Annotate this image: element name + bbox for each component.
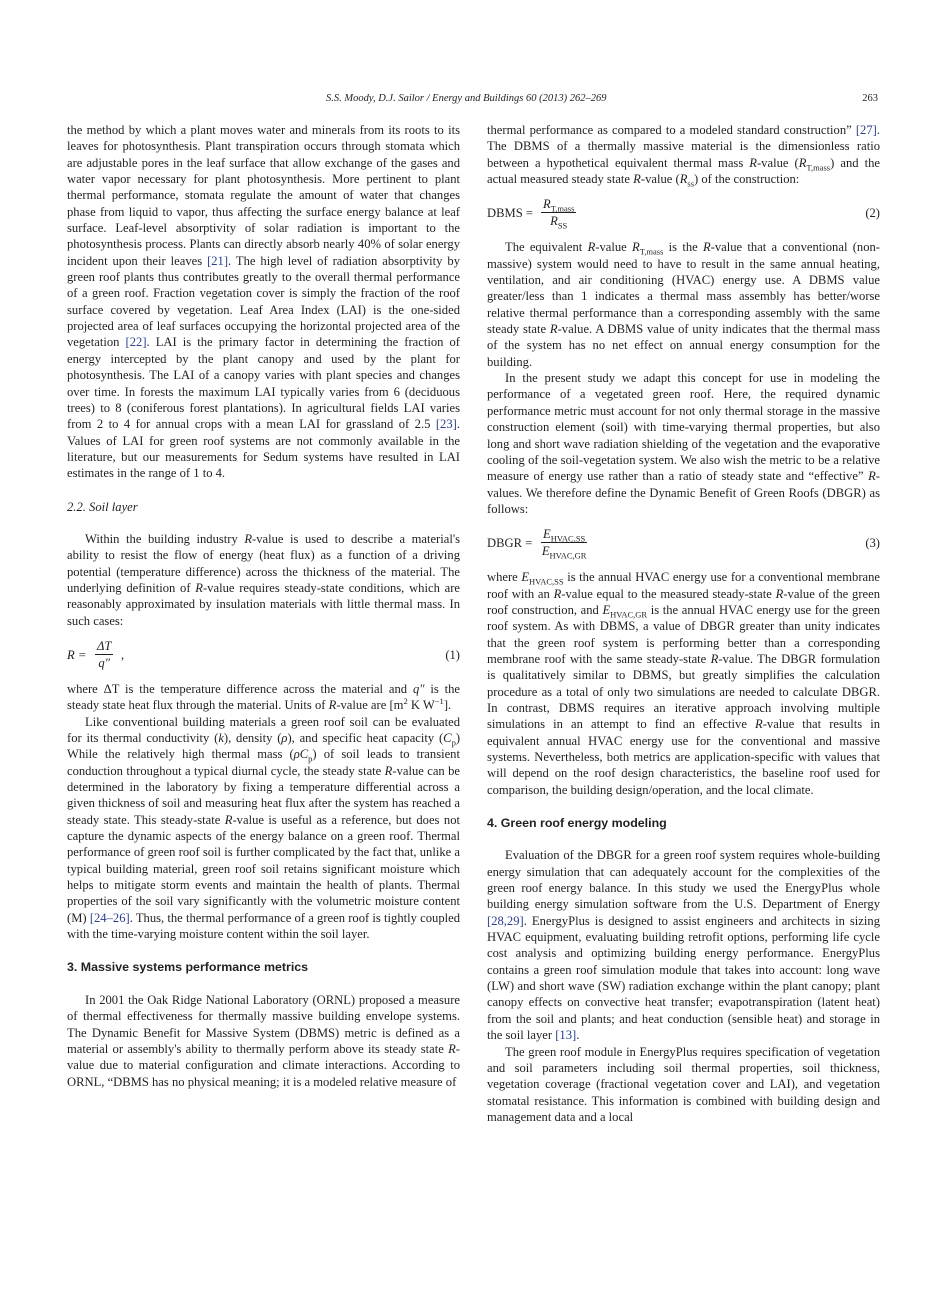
- citation-link[interactable]: [21]: [207, 253, 229, 268]
- italic-symbol: R: [679, 172, 688, 187]
- text-run: -value (: [640, 172, 680, 187]
- text-run: -values. We therefore define the Dynamic Benefit of Green Roofs (DBGR) as follows:: [487, 469, 880, 516]
- citation-link[interactable]: [13]: [555, 1028, 577, 1043]
- eq-lhs: R =: [67, 647, 87, 662]
- subscript: ss: [687, 178, 695, 189]
- italic-symbol: R: [868, 469, 876, 484]
- text-run: the method by which a plant moves water and minerals from its roots to its leaves for photosynthesis. Plant transpiration occurs through stomata which are adjustable pores in the leaf surface that allow exchange of the gases and water vapor necessary for plant photosynthesis. More pertinent to plant thermal performance, stomata regulate the amount of water that changes phase from liquid to vapor, thus affecting the surface energy balance at leaf surface. Leaf-level absorptivity of solar radiation is important to the photosynthesis process. Plants can directly absorb nearly 40% of solar energy incident upon their leaves: [67, 123, 460, 268]
- italic-symbol: ρC: [293, 747, 309, 762]
- eq-numerator: E: [543, 527, 551, 542]
- subscript: p: [451, 737, 456, 748]
- text-run: -value. The DBGR formulation is qualitatively similar to DBMS, but greatly simplifies the calculation procedure as a total of only two simulations are needed to calculate DBGR. In contrast, DBMS requires an iterative approach involving multiple simulations in an attempt to find an effective: [487, 651, 881, 732]
- running-title: S.S. Moody, D.J. Sailor / Energy and Buildings 60 (2013) 262–269: [326, 93, 607, 104]
- text-run: -value that results in equivalent annual HVAC energy use for the conventional and massive systems. Nevertheless, both metrics are application-specific with values that will depend on the roof design characteristics, the baseline roof used for comparison, the building design/operation, and the local climate.: [487, 717, 880, 797]
- text-run: ) of the construction:: [694, 172, 800, 187]
- citation-link[interactable]: [24–26]: [89, 910, 130, 925]
- paragraph: [67, 531, 460, 629]
- text-run: -value is useful as a reference, but does not capture the dynamic aspects of the energy balance on a green roof. Thermal performance of green roof soil is further complicated by the fact that, unlike a typical building material, green roof soil retains significant moisture which helps to mitigate storm events and maintain the health of plants. Thermal properties of the soil vary significantly with the volumetric moisture content (M): [67, 812, 460, 925]
- equation-number: (2): [865, 206, 880, 221]
- eq-numerator-sub: HVAC,SS: [550, 533, 586, 544]
- subscript: HVAC,GR: [610, 609, 648, 620]
- italic-symbol: E: [602, 602, 611, 617]
- citation-link[interactable]: [28,29]: [487, 913, 524, 928]
- paragraph: [487, 1044, 880, 1126]
- text-run: -value equal to the measured steady-state: [561, 586, 776, 601]
- eq-lhs: DBMS =: [487, 206, 533, 221]
- citation-link[interactable]: [23]: [435, 417, 457, 432]
- subscript: HVAC,SS: [529, 576, 564, 587]
- text-run: K W: [407, 698, 435, 713]
- text-run: ) of soil leads to transient conduction throughout a typical diurnal cycle, the steady state: [67, 747, 460, 778]
- italic-symbol: R: [749, 155, 757, 170]
- text-run: In 2001 the Oak Ridge National Laboratory (ORNL) proposed a measure of thermal effectiveness for thermally massive building envelope systems. The Dynamic Benefit for Massive System (DBMS) metric is defined as a material or assembly's ability to thermally perform above its steady state: [67, 992, 460, 1056]
- paragraph: [487, 239, 880, 370]
- italic-symbol: R: [632, 240, 640, 255]
- text-run: -value that a conventional (non-massive) system would need to have to result in the same annual heating, ventilation, and air conditioning (HVAC) energy use. A DBMS value greater/less than 1 indicates a thermal mass assembly has better/worse relative thermal performance than a corresponding assembly with the same steady state: [487, 240, 880, 337]
- subscript: p: [308, 753, 313, 764]
- paragraph: [67, 992, 460, 1090]
- section-heading-3: 3. Massive systems performance metrics: [67, 960, 309, 975]
- equation-number: (3): [865, 536, 880, 551]
- italic-symbol: k: [218, 731, 224, 745]
- text-run: -value is used to describe a material's ability to resist the flow of energy (heat flux) as a function of a driving potential (temperature difference) across the thickness of the material. The underlying definition of: [67, 531, 461, 595]
- text-run: Within the building industry: [85, 531, 245, 546]
- text-run: .: [576, 1028, 580, 1043]
- text-run: The equivalent: [505, 240, 588, 255]
- eq-denominator: R: [550, 214, 558, 229]
- italic-symbol: R: [633, 172, 641, 187]
- italic-symbol: R: [775, 586, 784, 601]
- italic-symbol: q″: [412, 681, 425, 696]
- text-run: Like conventional building materials a green roof soil can be evaluated for its thermal conductivity (: [67, 714, 460, 745]
- eq-numerator: R: [543, 197, 551, 212]
- equation-3: [487, 526, 880, 562]
- text-run: ) and the actual measured steady state: [487, 155, 880, 187]
- eq-numerator-sub: T,mass: [550, 203, 575, 214]
- subscript: T,mass: [639, 246, 664, 257]
- italic-symbol: R: [448, 1041, 456, 1056]
- citation-link[interactable]: [22]: [125, 335, 147, 350]
- text-run: -value (: [756, 155, 799, 170]
- text-run: In the present study we adapt this concept for use in modeling the performance of a vegetated green roof. Here, the required dynamic performance metric must account for not only thermal storage in the massive construction element (soil) with time-varying thermal properties, but also long and short wave radiation shielding of the vegetation and the evaporative cooling of the soil-vegetation system. We also wish the metric to be a relative measure of energy use rather than a ratio of steady state and “effective”: [487, 371, 880, 484]
- text-run: thermal performance as compared to a modeled standard construction”: [487, 123, 856, 137]
- equation-1: [67, 638, 460, 674]
- text-run: . Thus, the thermal performance of a green roof is tightly coupled with the time-varying moisture content within the soil layer.: [67, 910, 461, 942]
- text-run: -value requires steady-state conditions, which are reasonably approximated by insulation materials with little thermal mass. In such cases:: [67, 580, 460, 628]
- text-run: where: [487, 570, 522, 585]
- text-run: . LAI is the primary factor in determining the fraction of energy intercepted by the plant canopy and used by the plant for photosynthesis. The LAI of a canopy varies with plant species and changes over time. In forests the maximum LAI typically varies from 6 (deciduous trees) to 8 (coniferous forest plantations). In agricultural fields LAI varies from 2 to 4 for annual crops with a mean LAI for grassland of 2.5: [67, 335, 461, 432]
- paragraph: [487, 569, 880, 798]
- right-column: [487, 122, 880, 1125]
- italic-symbol: R: [702, 240, 711, 255]
- subscript: T,mass: [806, 162, 831, 173]
- italic-symbol: R: [224, 812, 233, 827]
- eq-denominator-sub: SS: [557, 220, 568, 231]
- text-run: -value. A DBMS value of unity indicates that the thermal mass of the system has no net effect on annual energy consumption for the building.: [487, 322, 880, 369]
- equation-2: [487, 196, 880, 232]
- italic-symbol: R: [587, 240, 596, 255]
- superscript: −1: [434, 696, 444, 707]
- equation-number: (1): [445, 647, 460, 662]
- superscript: 2: [403, 696, 408, 707]
- paragraph: [487, 122, 880, 187]
- text-run: -value of the green roof construction, and: [487, 586, 881, 617]
- text-run: is the annual HVAC energy use for a conventional membrane roof with an: [487, 570, 880, 601]
- italic-symbol: R: [755, 717, 763, 732]
- eq-lhs: DBGR =: [487, 536, 533, 551]
- section-heading-2-2: 2.2. Soil layer: [67, 499, 138, 514]
- text-run: -value due to material configuration and climate interactions. According to ORNL, “DBMS has no physical meaning; it is a modeled relative measure of: [67, 1041, 460, 1089]
- text-run: is the: [663, 240, 703, 255]
- text-run: ), density (: [223, 731, 282, 745]
- italic-symbol: E: [521, 570, 530, 585]
- paragraph: [487, 370, 880, 517]
- text-run: . Values of LAI for green roof systems are not commonly available in the literature, but our measurements for Sedum systems have resulted in LAI estimates in the range of 1 to 4.: [67, 417, 460, 481]
- text-run: where ΔT is the temperature difference across the material and: [67, 681, 413, 696]
- italic-symbol: C: [443, 731, 452, 745]
- italic-symbol: R: [195, 580, 203, 595]
- text-run: Evaluation of the DBGR for a green roof system requires whole-building energy simulation that can adequately account for the complexities of the green roof energy balance. In this study we used the EnergyPlus whole building energy simulation software from the U.S. Department of Energy: [487, 848, 880, 912]
- text-run: -value are [m: [336, 698, 404, 713]
- paragraph: [67, 714, 460, 943]
- text-run: is the steady state heat flux through the material. Units of: [67, 681, 460, 713]
- text-run: The green roof module in EnergyPlus requires specification of vegetation and soil parameters including soil thermal properties, soil thickness, vegetation coverage (fractional vegetation cover and LAI), and vegetation stomatal resistance. This information is combined with building design and management data and a local: [487, 1044, 880, 1124]
- eq-denominator: q″: [98, 655, 110, 670]
- italic-symbol: ρ: [281, 731, 288, 745]
- page-number: 263: [862, 93, 878, 104]
- eq-tail: ,: [121, 647, 125, 662]
- citation-link[interactable]: [27]: [855, 123, 877, 137]
- italic-symbol: R: [798, 155, 807, 170]
- text-run: . The high level of radiation absorptivity by green roof plants thus contributes greatly to the overall thermal performance of a green roof. Fraction vegetation cover is simply the fraction of the roof surface covered by vegetation. Leaf Area Index (LAI) is the one-sided projected area of leaf surfaces occupying the horizontal projected area of the vegetation: [67, 253, 460, 350]
- italic-symbol: R: [553, 586, 562, 601]
- italic-symbol: R: [244, 531, 253, 546]
- italic-symbol: R: [549, 322, 558, 337]
- left-column: [67, 122, 460, 1090]
- eq-denominator-sub: HVAC,GR: [549, 550, 587, 561]
- italic-symbol: R: [710, 651, 719, 666]
- italic-symbol: R: [384, 763, 393, 778]
- italic-symbol: R: [328, 698, 337, 713]
- text-run: ].: [443, 698, 452, 713]
- paragraph: [67, 122, 460, 482]
- paragraph: [487, 847, 880, 1043]
- eq-denominator: E: [541, 544, 550, 559]
- text-run: -value: [595, 240, 632, 255]
- text-run: -value can be determined in the laboratory by fixing a temperature differential across a given thickness of soil and measuring heat flux after the system has reached a steady state. This steady-state: [67, 763, 460, 827]
- text-run: . EnergyPlus is designed to assist engineers and architects in sizing HVAC equipment, evaluating building retrofit options, performing life cycle cost analysis and optimizing building energy performance. EnergyPlus contains a green roof simulation module that takes into account: long wave (LW) and short wave (SW) radiation exchange within the plant canopy; plant canopy effects on convective heat transfer; evapotranspiration (latent heat) from the soil and plants; and heat conduction (sensible heat) and storage in the soil layer: [487, 913, 880, 1043]
- paragraph: [67, 681, 460, 714]
- text-run: ) While the relatively high thermal mass (: [67, 731, 461, 762]
- text-run: . The DBMS of a thermally massive material is the dimensionless ratio between a hypothetical equivalent thermal mass: [487, 123, 880, 170]
- text-run: ), and specific heat capacity (: [287, 731, 444, 745]
- eq-numerator: ΔT: [97, 638, 112, 653]
- text-run: is the annual HVAC energy use for the green roof system. As with DBMS, a value of DBGR greater than unity indicates that the green roof system is performing better than a corresponding membrane roof with the same steady-state: [487, 602, 880, 666]
- section-heading-4: 4. Green roof energy modeling: [487, 816, 667, 831]
